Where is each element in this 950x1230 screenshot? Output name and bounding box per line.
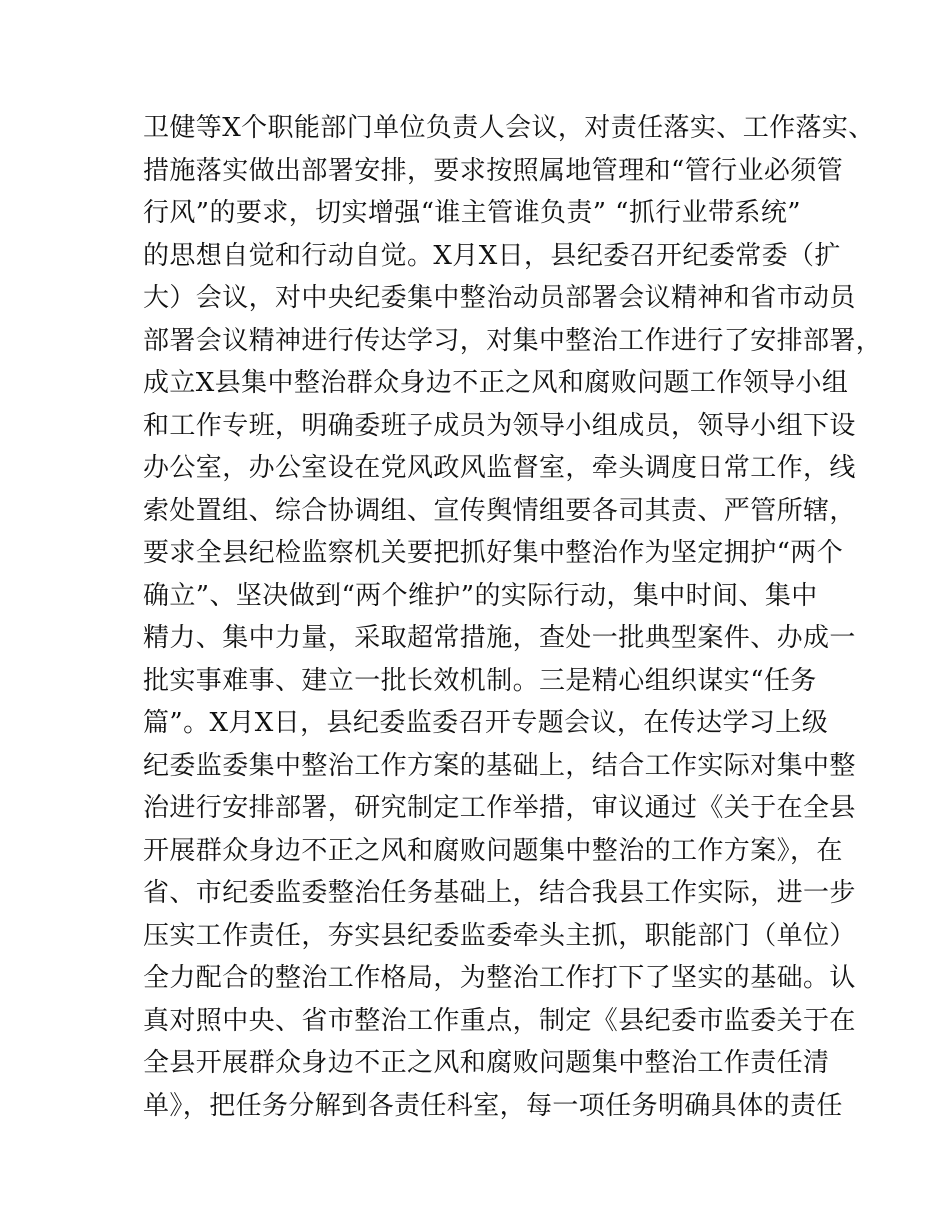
text-line: 省、市纪委监委整治任务基础上，结合我县工作实际，进一步 — [143, 878, 856, 908]
text-line: 部署会议精神进行传达学习，对集中整治工作进行了安排部署， — [143, 325, 883, 356]
text-line: 全县开展群众身边不正之风和腐败问题集中整治工作责任清 — [143, 1048, 830, 1078]
text-line: 措施落实做出部署安排，要求按照属地管理和“管行业必须管 — [143, 155, 844, 186]
text-line: 全力配合的整治工作格局，为整治工作打下了坚实的基础。认 — [143, 963, 856, 993]
text-line: 行风”的要求，切实增强“谁主管谁负责” “抓行业带系统” — [143, 198, 801, 228]
text-line: 要求全县纪检监察机关要把抓好集中整治作为坚定拥护“两个 — [143, 538, 844, 568]
text-line: 确立”、坚决做到“两个维护”的实际行动，集中时间、集中 — [143, 580, 818, 611]
body-text — [143, 107, 883, 1127]
text-line: 治进行安排部署，研究制定工作举措，审议通过《关于在全县 — [143, 793, 856, 823]
text-line: 开展群众身边不正之风和腐败问题集中整治的工作方案》，在 — [143, 835, 843, 866]
text-line: 索处置组、综合协调组、宣传舆情组要各司其责、严管所辖， — [143, 495, 856, 526]
text-line: 压实工作责任，夯实县纪委监委牵头主抓，职能部门（单位） — [143, 920, 856, 951]
text-line: 篇”。X月X日，县纪委监委召开专题会议，在传达学习上级 — [143, 708, 829, 738]
text-line: 单》，把任务分解到各责任科室，每一项任务明确具体的责任 — [143, 1090, 843, 1121]
text-line: 的思想自觉和行动自觉。X月X日，县纪委召开纪委常委（扩 — [143, 240, 841, 271]
text-line: 卫健等X个职能部门单位负责人会议，对责任落实、工作落实、 — [143, 113, 875, 143]
text-line: 和工作专班，明确委班子成员为领导小组成员，领导小组下设 — [143, 410, 856, 441]
text-line: 纪委监委集中整治工作方案的基础上，结合工作实际对集中整 — [143, 750, 856, 781]
text-line: 批实事难事、建立一批长效机制。三是精心组织谋实“任务 — [143, 665, 817, 696]
text-line: 成立X县集中整治群众身边不正之风和腐败问题工作领导小组 — [143, 368, 849, 398]
text-line: 大）会议，对中央纪委集中整治动员部署会议精神和省市动员 — [143, 283, 856, 313]
text-line: 办公室，办公室设在党风政风监督室，牵头调度日常工作，线 — [143, 453, 856, 483]
text-line: 精力、集中力量，采取超常措施，查处一批典型案件、办成一 — [143, 623, 856, 653]
text-line: 真对照中央、省市整治工作重点，制定《县纪委市监委关于在 — [143, 1005, 856, 1036]
